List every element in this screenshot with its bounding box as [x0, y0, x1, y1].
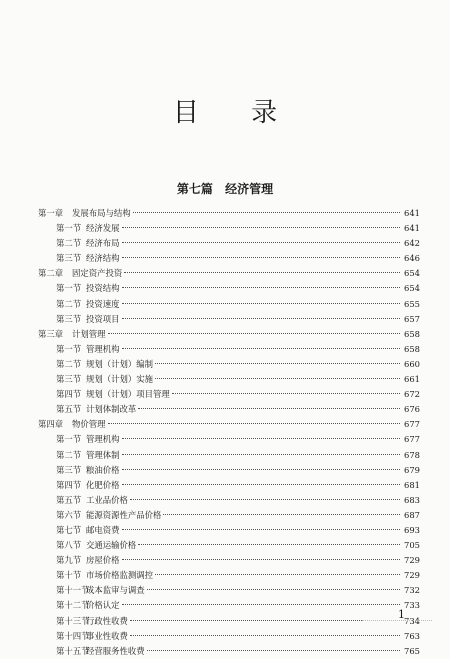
toc-section-entry[interactable] — [38, 448, 420, 463]
toc-entry-label: 事业性收费 — [86, 630, 128, 641]
toc-entry-number: 第一章 — [38, 208, 64, 218]
toc-chapter-entry[interactable] — [38, 327, 420, 342]
toc-entry-label: 经济发展 — [86, 223, 120, 234]
toc-entry-number: 第二节 — [56, 298, 82, 309]
toc-section-entry[interactable] — [38, 342, 420, 357]
toc-entry-label: 房屋价格 — [86, 555, 120, 566]
dot-leader — [147, 649, 400, 651]
toc-section-entry[interactable] — [38, 463, 420, 478]
toc-entry-page: 729 — [404, 555, 420, 566]
toc-entry-number: 第三章 — [38, 328, 64, 339]
toc-chapter-entry[interactable] — [38, 266, 420, 281]
dot-leader — [122, 437, 401, 439]
toc-entry-label: 行政性收费 — [86, 615, 128, 626]
toc-entry-label: 价格认定 — [86, 600, 120, 611]
toc-section-entry[interactable] — [38, 387, 420, 402]
toc-entry-number: 第一节 — [56, 223, 82, 234]
toc-section-entry[interactable] — [38, 553, 420, 568]
toc-entry-number: 第五节 — [56, 494, 82, 505]
toc-entry-label: 计划体制改革 — [86, 404, 137, 415]
toc-entry-label: 计划管理 — [72, 328, 106, 339]
dot-leader — [155, 362, 400, 364]
toc-section-entry[interactable] — [38, 508, 420, 523]
toc-entry-page: 676 — [404, 404, 420, 415]
toc-entry-page: 687 — [404, 509, 420, 520]
toc-entry-label: 经营服务性收费 — [86, 645, 145, 656]
toc-entry-number: 第六节 — [56, 509, 82, 520]
dot-leader — [122, 468, 401, 470]
toc-entry-number: 第八节 — [56, 540, 82, 551]
dot-leader — [108, 422, 401, 424]
toc-entry-number: 第四章 — [38, 419, 64, 430]
toc-entry-number: 第十一节 — [56, 585, 90, 596]
toc-entry-label: 经济结构 — [86, 253, 120, 264]
toc-entry-label: 工业品价格 — [86, 494, 128, 505]
toc-entry-label: 规划（计划）编制 — [86, 358, 153, 369]
toc-entry-page: 683 — [404, 494, 420, 505]
toc-section-entry[interactable] — [38, 402, 420, 417]
toc-entry-label: 投资项目 — [86, 313, 120, 324]
part-heading — [0, 180, 450, 197]
part-name: 经济管理 — [225, 182, 274, 196]
toc-entry-label: 规划（计划）项目管理 — [86, 389, 170, 400]
toc-entry-page: 705 — [404, 540, 420, 551]
dot-leader — [172, 392, 400, 394]
toc-section-entry[interactable] — [38, 644, 420, 659]
dot-leader — [108, 332, 401, 334]
toc-entry-number: 第十四节 — [56, 630, 90, 641]
dot-leader — [130, 619, 400, 621]
toc-section-entry[interactable] — [38, 598, 420, 613]
toc-section-entry[interactable] — [38, 221, 420, 236]
toc-entry-page: 681 — [404, 479, 420, 490]
dot-leader — [122, 286, 401, 288]
toc-section-entry[interactable] — [38, 251, 420, 266]
toc-entry-number: 第三节 — [56, 253, 82, 264]
dot-leader — [155, 573, 400, 575]
toc-entry-number: 第二章 — [38, 268, 64, 279]
toc-section-entry[interactable] — [38, 281, 420, 296]
toc-entry-number: 第一节 — [56, 283, 82, 294]
dot-leader — [122, 347, 401, 349]
dot-leader — [124, 271, 400, 273]
toc-entry-label: 成本监审与调查 — [86, 585, 145, 596]
toc-entry-page: 763 — [404, 630, 420, 641]
toc-section-entry[interactable] — [38, 357, 420, 372]
page-title: 目 录 — [172, 98, 300, 128]
toc-entry-number: 第三节 — [56, 464, 82, 475]
toc-entry-label: 交通运输价格 — [86, 540, 137, 551]
toc-entry-label: 粮油价格 — [86, 464, 120, 475]
toc-entry-number: 第二节 — [56, 238, 82, 249]
part-number: 第七篇 — [176, 182, 213, 196]
toc-section-entry[interactable] — [38, 432, 420, 447]
toc-entry-number: 第十二节 — [56, 600, 90, 611]
toc-entry-page: 672 — [404, 389, 420, 400]
toc-entry-label: 化肥价格 — [86, 479, 120, 490]
toc-section-entry[interactable] — [38, 538, 420, 553]
toc-entry-label: 管理机构 — [86, 343, 120, 354]
dot-leader — [147, 588, 400, 590]
table-of-contents — [38, 206, 420, 659]
toc-entry-page: 661 — [404, 374, 420, 385]
toc-entry-number: 第五节 — [56, 404, 82, 415]
toc-entry-page: 765 — [404, 645, 420, 656]
toc-entry-number: 第三节 — [56, 313, 82, 324]
toc-entry-page: 678 — [404, 449, 420, 460]
dot-leader — [163, 513, 400, 515]
toc-section-entry[interactable] — [38, 478, 420, 493]
dot-leader — [122, 603, 401, 605]
toc-entry-label: 规划（计划）实施 — [86, 374, 153, 385]
toc-entry-number: 第十节 — [56, 570, 82, 581]
toc-entry-page: 732 — [404, 585, 420, 596]
toc-chapter-entry[interactable] — [38, 206, 420, 221]
dot-leader — [122, 302, 401, 304]
toc-entry-label: 管理机构 — [86, 434, 120, 445]
dot-leader — [122, 241, 401, 243]
dot-leader — [122, 558, 401, 560]
dot-leader — [122, 483, 401, 485]
toc-section-entry[interactable] — [38, 236, 420, 251]
toc-entry-page: 734 — [404, 615, 420, 626]
dot-leader — [130, 634, 400, 636]
dot-leader — [122, 453, 401, 455]
toc-entry-page: 677 — [404, 419, 420, 430]
toc-section-entry[interactable] — [38, 523, 420, 538]
toc-entry-number: 第四节 — [56, 479, 82, 490]
toc-entry-page: 641 — [404, 223, 420, 234]
toc-entry-number: 第一节 — [56, 434, 82, 445]
toc-chapter-entry[interactable] — [38, 417, 420, 432]
toc-section-entry[interactable] — [38, 614, 420, 629]
dot-leader — [138, 407, 400, 409]
toc-entry-number: 第一节 — [56, 343, 82, 354]
toc-section-entry[interactable] — [38, 493, 420, 508]
toc-entry-label: 管理体制 — [86, 449, 120, 460]
toc-entry-page: 654 — [404, 268, 420, 279]
toc-section-entry[interactable] — [38, 312, 420, 327]
page-number: 1 — [398, 608, 405, 621]
toc-section-entry[interactable] — [38, 372, 420, 387]
toc-entry-number: 第十三节 — [56, 615, 90, 626]
toc-entry-page: 693 — [404, 524, 420, 535]
toc-entry-number: 第三节 — [56, 374, 82, 385]
toc-entry-page: 679 — [404, 464, 420, 475]
toc-entry-page: 729 — [404, 570, 420, 581]
toc-entry-number: 第二节 — [56, 358, 82, 369]
toc-entry-page: 677 — [404, 434, 420, 445]
dot-leader — [122, 256, 401, 258]
toc-entry-label: 投资结构 — [86, 283, 120, 294]
dot-leader — [122, 226, 401, 228]
toc-entry-label: 邮电资费 — [86, 524, 120, 535]
toc-entry-page: 646 — [404, 253, 420, 264]
toc-entry-page: 658 — [404, 328, 420, 339]
dot-leader — [122, 528, 401, 530]
toc-entry-page: 660 — [404, 358, 420, 369]
toc-entry-label: 发展布局与结构 — [72, 208, 131, 218]
toc-entry-number: 第七节 — [56, 524, 82, 535]
toc-entry-label: 物价管理 — [72, 419, 106, 430]
toc-entry-page: 655 — [404, 298, 420, 309]
toc-entry-page: 657 — [404, 313, 420, 324]
toc-entry-label: 固定资产投资 — [72, 268, 123, 279]
toc-entry-label: 经济布局 — [86, 238, 120, 249]
toc-section-entry[interactable] — [38, 297, 420, 312]
toc-section-entry[interactable] — [38, 583, 420, 598]
toc-entry-page: 733 — [404, 600, 420, 611]
toc-entry-number: 第二节 — [56, 449, 82, 460]
dot-leader — [130, 498, 400, 500]
dot-leader — [133, 211, 400, 213]
dot-leader — [155, 377, 400, 379]
toc-entry-label: 市场价格监测调控 — [86, 570, 153, 581]
toc-entry-page: 654 — [404, 283, 420, 294]
toc-section-entry[interactable] — [38, 568, 420, 583]
toc-entry-label: 能源资源性产品价格 — [86, 509, 162, 520]
toc-entry-page: 658 — [404, 343, 420, 354]
dot-leader — [138, 543, 400, 545]
scan-edge-mark — [362, 620, 432, 621]
toc-entry-page: 641 — [404, 208, 420, 218]
toc-entry-number: 第十五节 — [56, 645, 90, 656]
toc-section-entry[interactable] — [38, 629, 420, 644]
toc-entry-number: 第四节 — [56, 389, 82, 400]
toc-entry-number: 第九节 — [56, 555, 82, 566]
dot-leader — [122, 317, 401, 319]
toc-entry-page: 642 — [404, 238, 420, 249]
toc-entry-label: 投资速度 — [86, 298, 120, 309]
